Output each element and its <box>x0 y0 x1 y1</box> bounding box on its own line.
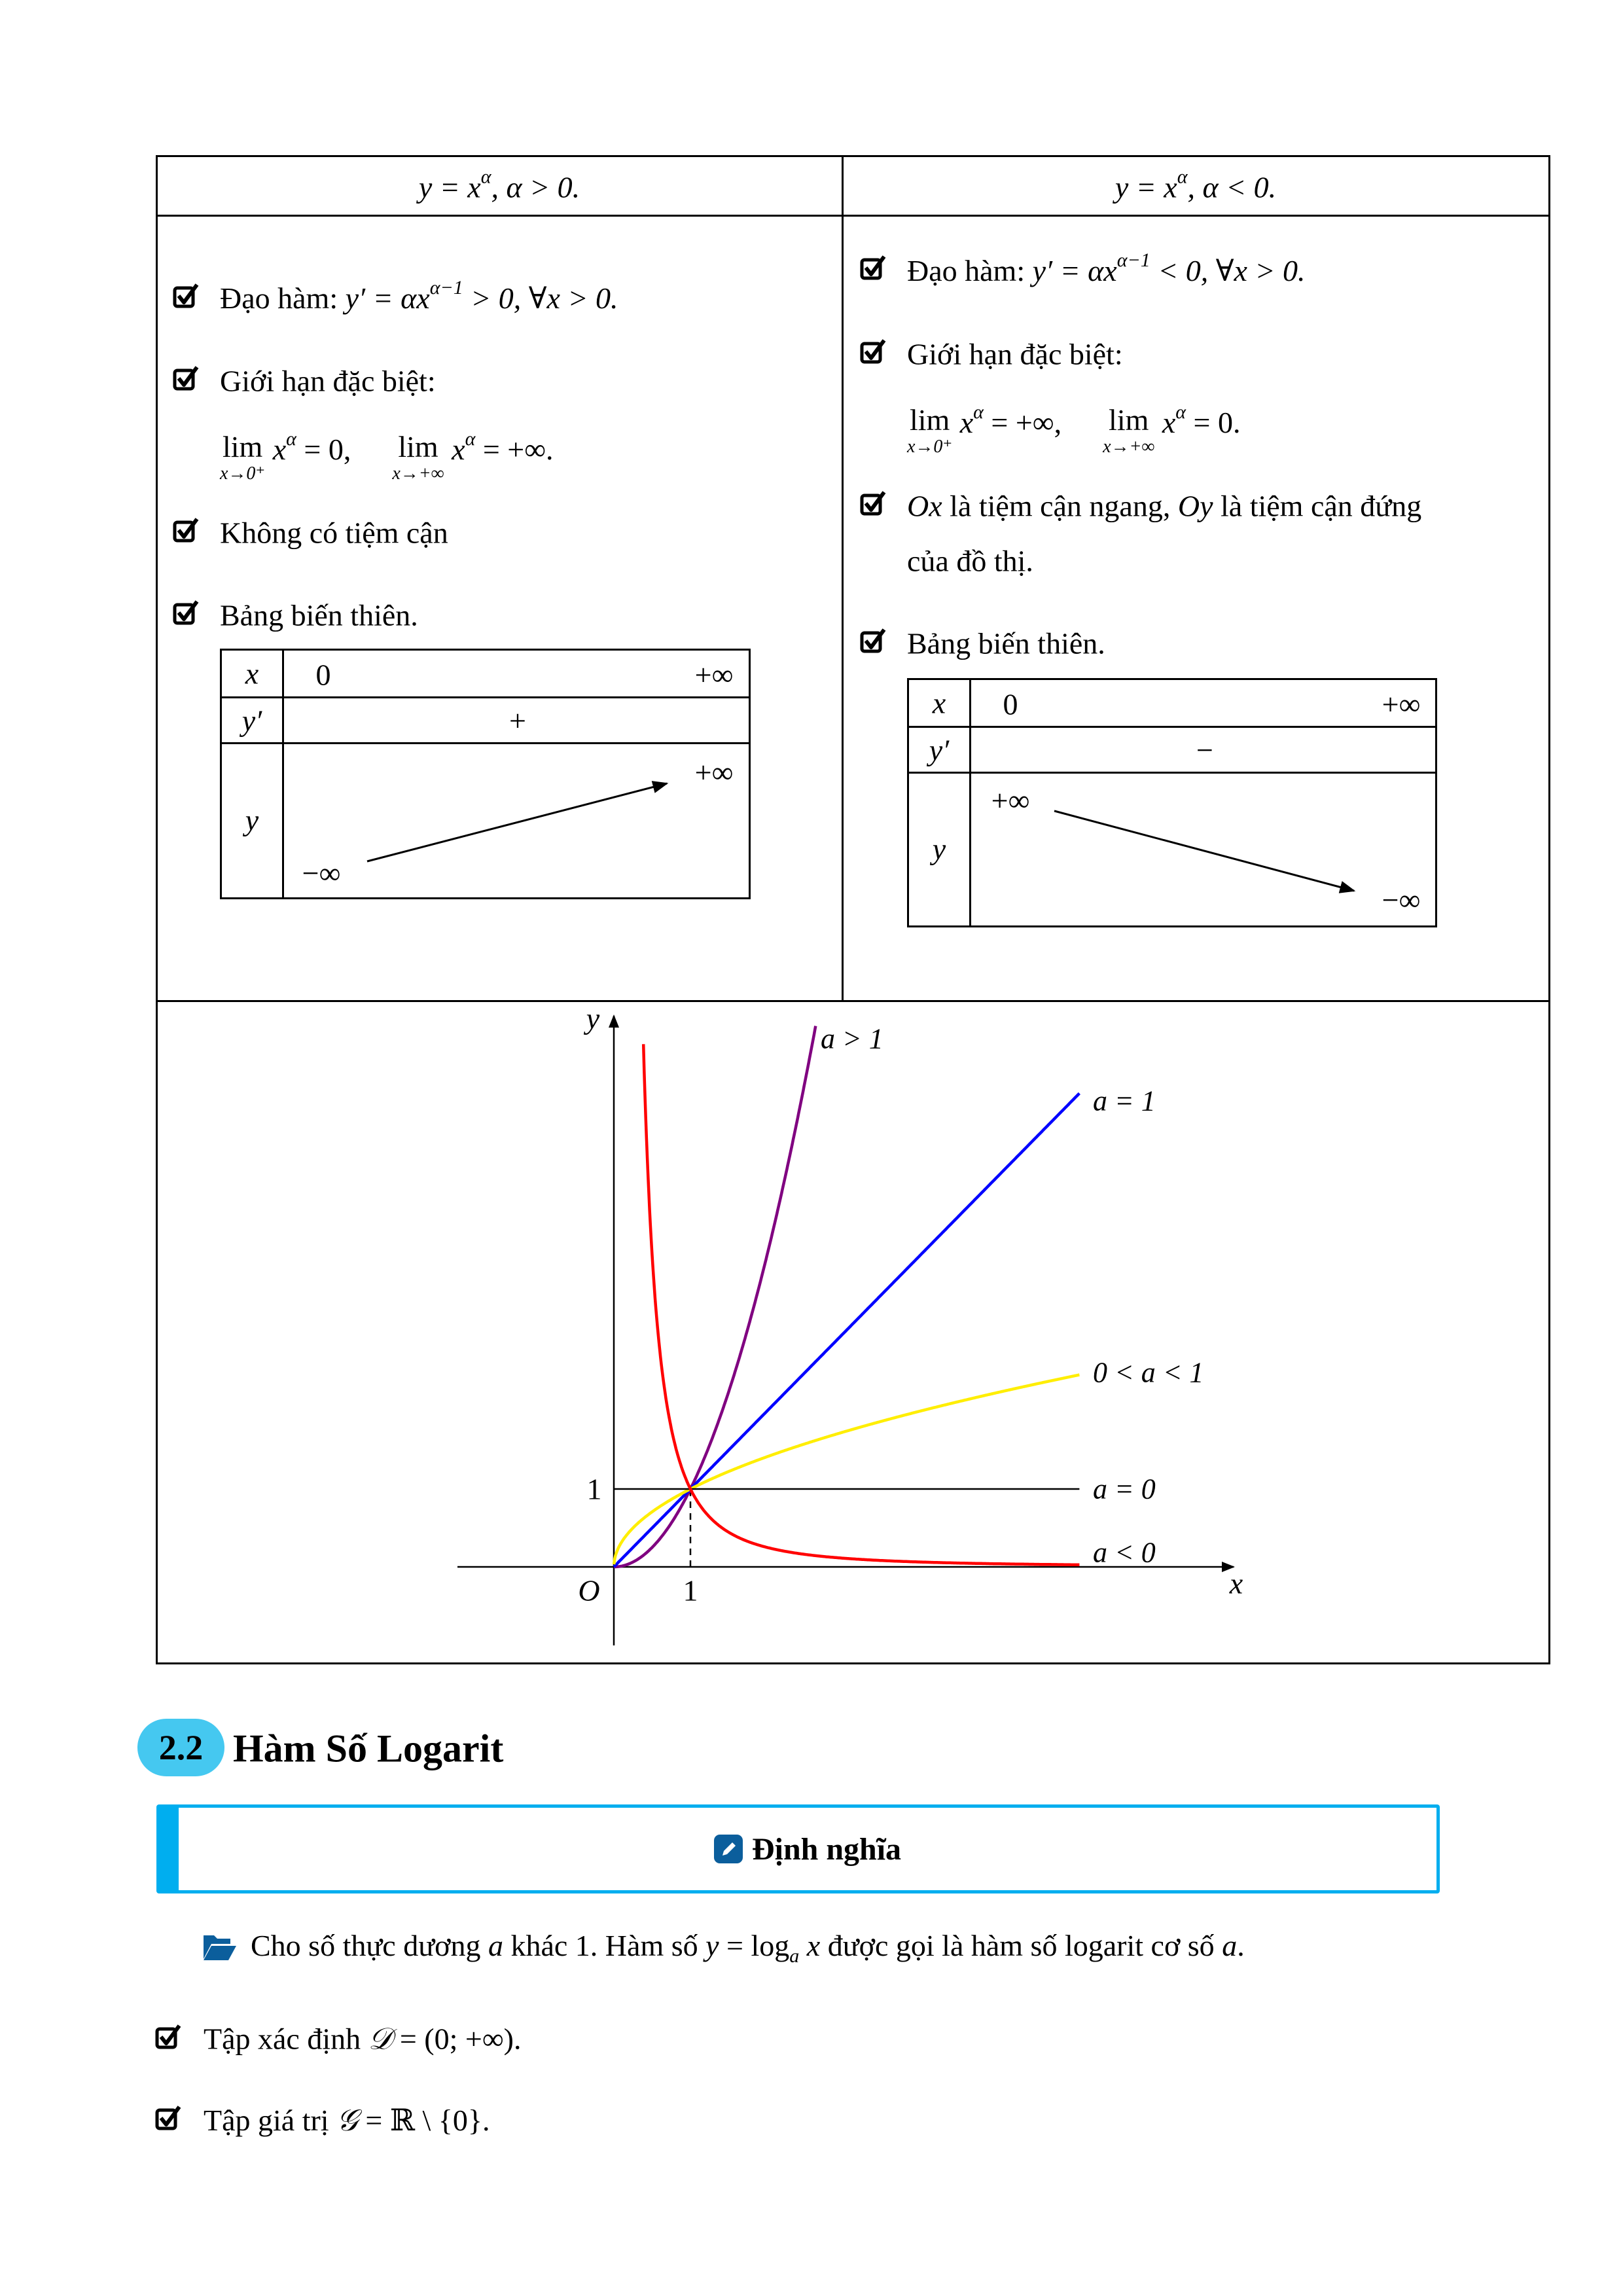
vt-x-end: +∞ <box>694 658 734 692</box>
checkbox-icon <box>155 2105 181 2131</box>
vt-x-start: 0 <box>315 658 331 692</box>
vt-yprime-label: y′ <box>241 704 262 738</box>
vt-sign: + <box>509 704 526 738</box>
vt-x-end: +∞ <box>1382 687 1421 721</box>
x-axis-label: x <box>1229 1566 1243 1600</box>
checkbox-icon <box>155 2024 181 2050</box>
vt-x-label: x <box>932 686 946 720</box>
vt-y-start: +∞ <box>991 783 1030 817</box>
pencil-icon <box>714 1835 743 1863</box>
folder-open-icon <box>202 1933 238 1962</box>
origin-label: O <box>578 1573 600 1607</box>
vt-y-label: y <box>245 803 259 837</box>
section-number-badge: 2.2 <box>137 1719 224 1776</box>
header-alpha-positive: $y = x^\alpha$, α > 0. <box>418 166 580 204</box>
curve-label-a-lt-0: a < 0 <box>1093 1536 1156 1569</box>
y-axis-label: y <box>586 1001 600 1035</box>
curve-label-a-eq-1: a = 1 <box>1093 1085 1156 1117</box>
vt-y-start: −∞ <box>302 856 341 890</box>
definition-box <box>156 1804 1440 1893</box>
vt-x-label: x <box>245 656 259 691</box>
vt-y-label: y <box>932 832 946 866</box>
curve-label-a-eq-0: a = 0 <box>1093 1473 1156 1505</box>
variation-table-label-right: Bảng biến thiên. <box>907 626 1105 660</box>
section-title: Hàm Số Logarit <box>233 1727 504 1770</box>
derivative-left: Đạo hàm: $y' = \alpha x^{\alpha-1} > 0$, ∀x > 0. <box>220 277 618 315</box>
asymptote-right-cont: của đồ thị. <box>907 544 1033 578</box>
variation-table-label-left: Bảng biến thiên. <box>220 598 418 632</box>
asymptote-left: Không có tiệm cận <box>220 516 448 550</box>
asymptote-right: Ox là tiệm cận ngang, Oy là tiệm cận đứng <box>907 489 1422 523</box>
y-tick-1: 1 <box>586 1472 602 1506</box>
vt-y-end: +∞ <box>694 755 734 789</box>
limits-label-left: Giới hạn đặc biệt: <box>220 364 436 398</box>
curve-4 <box>643 1044 1079 1565</box>
x-tick-1: 1 <box>683 1573 698 1607</box>
vt-sign: − <box>1196 733 1213 767</box>
definition-title: Định nghĩa <box>751 1831 902 1867</box>
vt-yprime-label: y′ <box>929 733 950 767</box>
curve-label-a-gt-1: a > 1 <box>821 1022 883 1055</box>
header-alpha-negative: $y = x^\alpha$, α < 0. <box>1115 166 1277 204</box>
limits-right: lim x→0⁺ $x^\alpha$ = +∞, lim x→+∞ $x^\alpha = 0$. <box>907 401 1241 457</box>
definition-text: Cho số thực dương a khác 1. Hàm số $y = \log_a x$ được gọi là hàm số logarit cơ số a. <box>251 1928 1245 1967</box>
limits-left: lim x→0⁺ $x^\alpha = 0$, lim x→+∞ $x^\alpha$ = +∞. <box>220 428 554 484</box>
derivative-right: Đạo hàm: $y' = \alpha x^{\alpha-1} < 0$, ∀x > 0. <box>907 249 1306 287</box>
curve-label-a-between: 0 < a < 1 <box>1093 1356 1204 1389</box>
range-property: Tập giá trị 𝒢 = ℝ \ {0}. <box>204 2104 490 2137</box>
curve-1 <box>614 1094 1079 1567</box>
domain-property: Tập xác định 𝒟 = (0; +∞). <box>204 2022 522 2056</box>
limits-label-right: Giới hạn đặc biệt: <box>907 337 1123 371</box>
vt-x-start: 0 <box>1003 687 1018 721</box>
vt-y-end: −∞ <box>1382 883 1421 917</box>
